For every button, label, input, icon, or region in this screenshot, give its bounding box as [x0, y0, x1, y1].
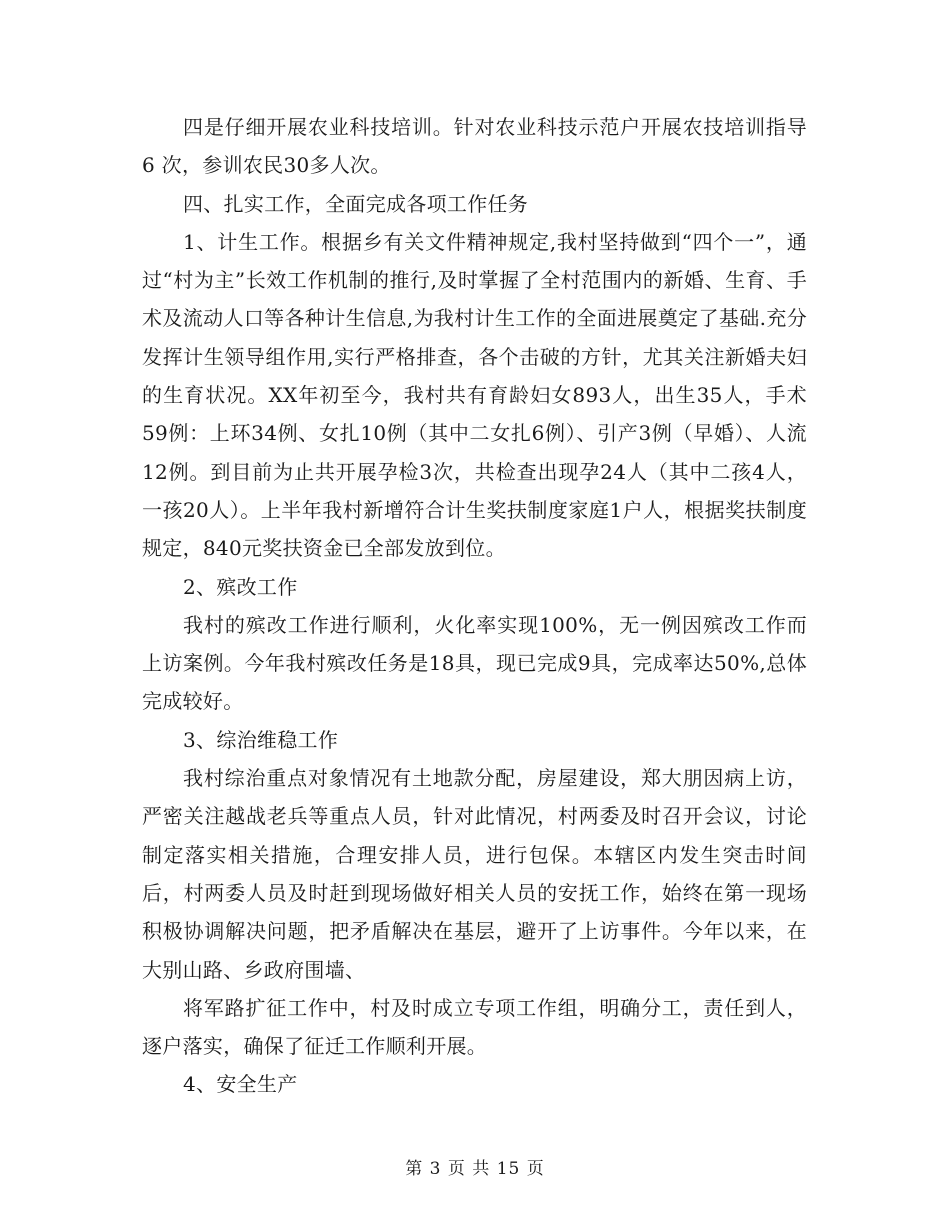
heading-public-security: 3、综治维稳工作 [183, 727, 339, 752]
paragraph-family-planning: 1、计生工作。根据乡有关文件精神规定,我村坚持做到“四个一”，通过“村为主”长效工作机制的推行,及时掌握了全村范围内的新婚、生育、手术及流动人口等各种计生信息,为我村计生工作的全面进展奠定了基础.充分发挥计生领导组作用,实行严格排查，各个击破的方针，尤其关注新婚夫妇的生育状况。XX年初至今，我村共有育龄妇女893人，出生35人，手术59例：上环34例、女扎10例（其中二女扎6例）、引产3例（早婚）、人流12例。到目前为止共开展孕检3次，共检查出现孕24人（其中二孩4人，一孩20人）。上半年我村新增符合计生奖扶制度家庭1户人，根据奖扶制度规定，840元奖扶资金已全部发放到位。 [142, 229, 807, 561]
heading-section-four: 四、扎实工作，全面完成各项工作任务 [183, 191, 529, 216]
document-body [142, 108, 807, 1104]
page-number-footer: 第 3 页 共 15 页 [405, 1159, 545, 1179]
paragraph-agri-training: 四是仔细开展农业科技培训。针对农业科技示范户开展农技培训指导 6 次，参训农民30多人次。 [142, 115, 807, 178]
paragraph-road-expansion: 将军路扩征工作中，村及时成立专项工作组，明确分工，责任到人，逐户落实，确保了征迁工作顺利开展。 [142, 995, 807, 1059]
paragraph-public-security: 我村综治重点对象情况有土地款分配，房屋建设，郑大朋因病上访，严密关注越战老兵等重点人员，针对此情况，村两委及时召开会议，讨论制定落实相关措施，合理安排人员，进行包保。本辖区内发生突击时间后，村两委人员及时赶到现场做好相关人员的安抚工作，始终在第一现场积极协调解决问题，把矛盾解决在基层，避开了上访事件。今年以来，在大别山路、乡政府围墙、 [142, 766, 807, 982]
paragraph-funeral-reform: 我村的殡改工作进行顺利，火化率实现100%，无一例因殡改工作而上访案例。今年我村殡改任务是18具，现已完成9具，完成率达50%,总体完成较好。 [142, 612, 807, 714]
heading-safety-production: 4、安全生产 [183, 1072, 298, 1097]
heading-funeral-reform: 2、殡改工作 [183, 574, 298, 599]
